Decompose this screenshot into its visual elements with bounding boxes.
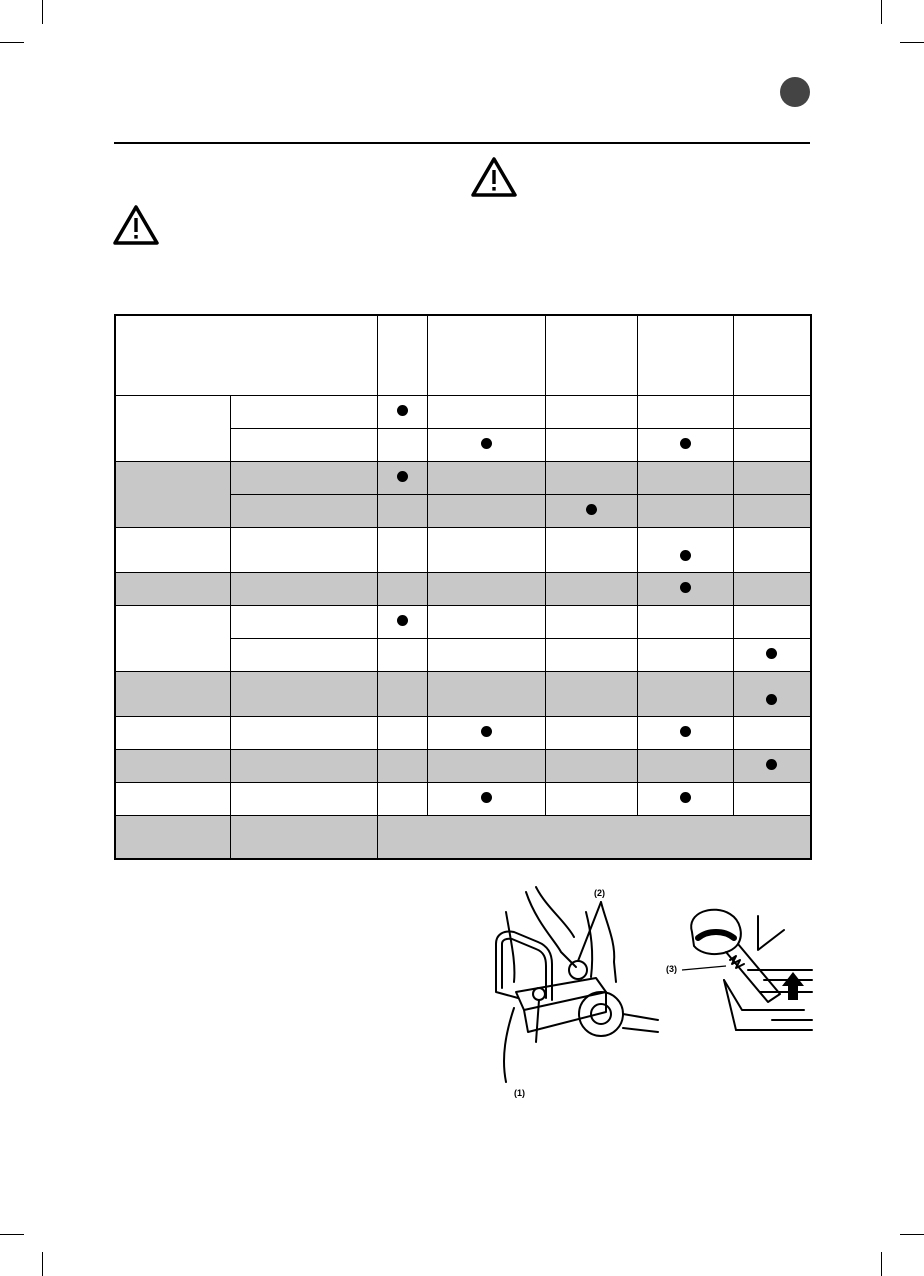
page-badge (780, 77, 810, 107)
table-row (115, 461, 811, 494)
crop-mark (42, 1252, 43, 1276)
check-dot (397, 405, 408, 416)
table-row (115, 605, 811, 638)
crop-mark (0, 42, 24, 43)
check-dot (397, 615, 408, 626)
crop-mark (900, 1234, 924, 1235)
check-dot (766, 759, 777, 770)
header-interval-cell (637, 315, 733, 395)
check-dot (680, 792, 691, 803)
check-dot (481, 438, 492, 449)
header-item-cell (115, 315, 377, 395)
table-header-row (115, 315, 811, 395)
check-dot (766, 694, 777, 705)
table-row (115, 782, 811, 815)
dipstick-illustration (664, 900, 814, 1036)
warning-triangle-icon (470, 156, 518, 198)
check-dot (397, 471, 408, 482)
check-dot (766, 648, 777, 659)
check-dot (680, 582, 691, 593)
check-dot (680, 550, 691, 561)
table-row (115, 395, 811, 428)
figure-label-3: (3) (666, 964, 677, 974)
header-interval-cell (545, 315, 637, 395)
table-row (115, 527, 811, 572)
header-interval-cell (377, 315, 427, 395)
table-row (115, 572, 811, 605)
table-row (115, 716, 811, 749)
header-interval-cell (427, 315, 545, 395)
check-dot (680, 438, 691, 449)
figure-label-2: (2) (594, 888, 605, 898)
table-row (115, 671, 811, 716)
check-dot (586, 504, 597, 515)
table-row (115, 815, 811, 859)
table-row (115, 749, 811, 782)
crop-mark (881, 1252, 882, 1276)
figure-label-1: (1) (514, 1088, 525, 1098)
header-interval-cell (733, 315, 811, 395)
warning-triangle-icon (112, 204, 160, 246)
header-rule (114, 142, 810, 144)
crop-mark (881, 0, 882, 24)
check-dot (680, 726, 691, 737)
crop-mark (42, 0, 43, 24)
crop-mark (900, 42, 924, 43)
check-dot (481, 726, 492, 737)
engine-oil-illustration (466, 882, 686, 1100)
crop-mark (0, 1234, 24, 1235)
maintenance-schedule-table (114, 314, 812, 860)
check-dot (481, 792, 492, 803)
